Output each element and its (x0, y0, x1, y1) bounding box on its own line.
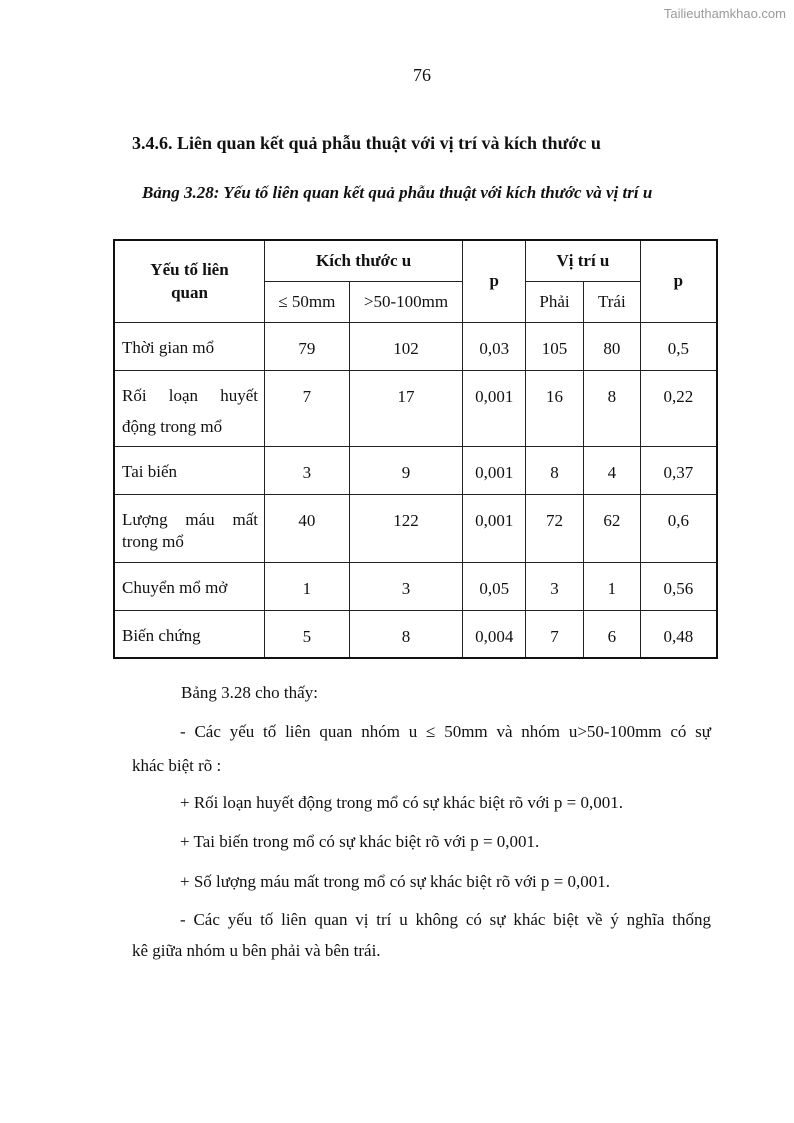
header-size-large: >50-100mm (349, 281, 463, 322)
cell-right: 105 (526, 322, 584, 370)
cell-size-small: 1 (265, 562, 350, 610)
header-factor: Yếu tố liên quan (114, 240, 265, 322)
cell-p-size: 0,05 (463, 562, 526, 610)
cell-p-position: 0,37 (640, 446, 717, 494)
cell-left: 8 (583, 370, 640, 446)
paragraph-size-line2: khác biệt rõ : (132, 756, 222, 775)
table-row (114, 370, 717, 446)
cell-size-large: 17 (349, 370, 463, 446)
section-heading: 3.4.6. Liên quan kết quả phẫu thuật với vị trí và kích thước u (132, 133, 601, 153)
cell-p-position: 0,5 (640, 322, 717, 370)
cell-size-large: 102 (349, 322, 463, 370)
cell-p-position: 0,22 (640, 370, 717, 446)
cell-size-small: 40 (265, 494, 350, 562)
header-size-group: Kích thước u (265, 240, 463, 281)
bullet-complication: + Tai biến trong mổ có sự khác biệt rõ với p = 0,001. (180, 832, 540, 851)
row-label: Lượng máu mất trong mổ (114, 494, 265, 562)
bullet-hemodynamic: + Rối loạn huyết động trong mổ có sự khác biệt rõ với p = 0,001. (180, 793, 623, 812)
cell-right: 72 (526, 494, 584, 562)
paragraph-intro: Bảng 3.28 cho thấy: (181, 683, 318, 702)
page-number: 76 (413, 65, 431, 85)
cell-size-large: 9 (349, 446, 463, 494)
cell-p-size: 0,001 (463, 370, 526, 446)
table-caption-text: : Yếu tố liên quan kết quả phẫu thuật với kích thước và vị trí u (213, 183, 653, 202)
cell-p-position: 0,48 (640, 610, 717, 658)
watermark-text: Tailieuthamkhao.com (663, 6, 786, 21)
table-row (114, 562, 717, 610)
row-label: Tai biến (114, 446, 265, 494)
cell-size-small: 79 (265, 322, 350, 370)
header-size-small: ≤ 50mm (265, 281, 350, 322)
cell-p-size: 0,004 (463, 610, 526, 658)
results-table (113, 239, 718, 659)
bullet-blood-loss: + Số lượng máu mất trong mổ có sự khác biệt rõ với p = 0,001. (180, 872, 611, 891)
cell-size-small: 7 (265, 370, 350, 446)
header-left: Trái (583, 281, 640, 322)
cell-size-large: 8 (349, 610, 463, 658)
table-caption-label: Bảng 3.28 (142, 183, 214, 202)
row-label: Rối loạn huyết động trong mổ (114, 370, 265, 446)
cell-size-small: 3 (265, 446, 350, 494)
cell-right: 7 (526, 610, 584, 658)
header-position-group: Vị trí u (526, 240, 641, 281)
header-p-size: p (463, 240, 526, 322)
cell-right: 8 (526, 446, 584, 494)
table-row (114, 446, 717, 494)
cell-size-large: 122 (349, 494, 463, 562)
cell-left: 6 (583, 610, 640, 658)
cell-left: 62 (583, 494, 640, 562)
cell-left: 4 (583, 446, 640, 494)
paragraph-position-line2: kê giữa nhóm u bên phải và bên trái. (132, 941, 381, 960)
paragraph-position-line1: - Các yếu tố liên quan vị trí u không có sự khác biệt về ý nghĩa thống (180, 910, 711, 929)
cell-p-size: 0,001 (463, 446, 526, 494)
cell-p-size: 0,03 (463, 322, 526, 370)
cell-left: 80 (583, 322, 640, 370)
cell-right: 16 (526, 370, 584, 446)
header-right: Phải (526, 281, 584, 322)
cell-left: 1 (583, 562, 640, 610)
cell-p-position: 0,56 (640, 562, 717, 610)
cell-p-size: 0,001 (463, 494, 526, 562)
cell-p-position: 0,6 (640, 494, 717, 562)
header-p-position: p (640, 240, 717, 322)
cell-size-large: 3 (349, 562, 463, 610)
cell-right: 3 (526, 562, 584, 610)
row-label: Chuyển mổ mở (114, 562, 265, 610)
cell-size-small: 5 (265, 610, 350, 658)
table-row (114, 610, 717, 658)
paragraph-size-line1: - Các yếu tố liên quan nhóm u ≤ 50mm và nhóm u>50-100mm có sự (180, 722, 711, 741)
table-row (114, 322, 717, 370)
table-caption (142, 183, 652, 203)
row-label: Thời gian mổ (114, 322, 265, 370)
row-label: Biến chứng (114, 610, 265, 658)
table-row (114, 494, 717, 562)
